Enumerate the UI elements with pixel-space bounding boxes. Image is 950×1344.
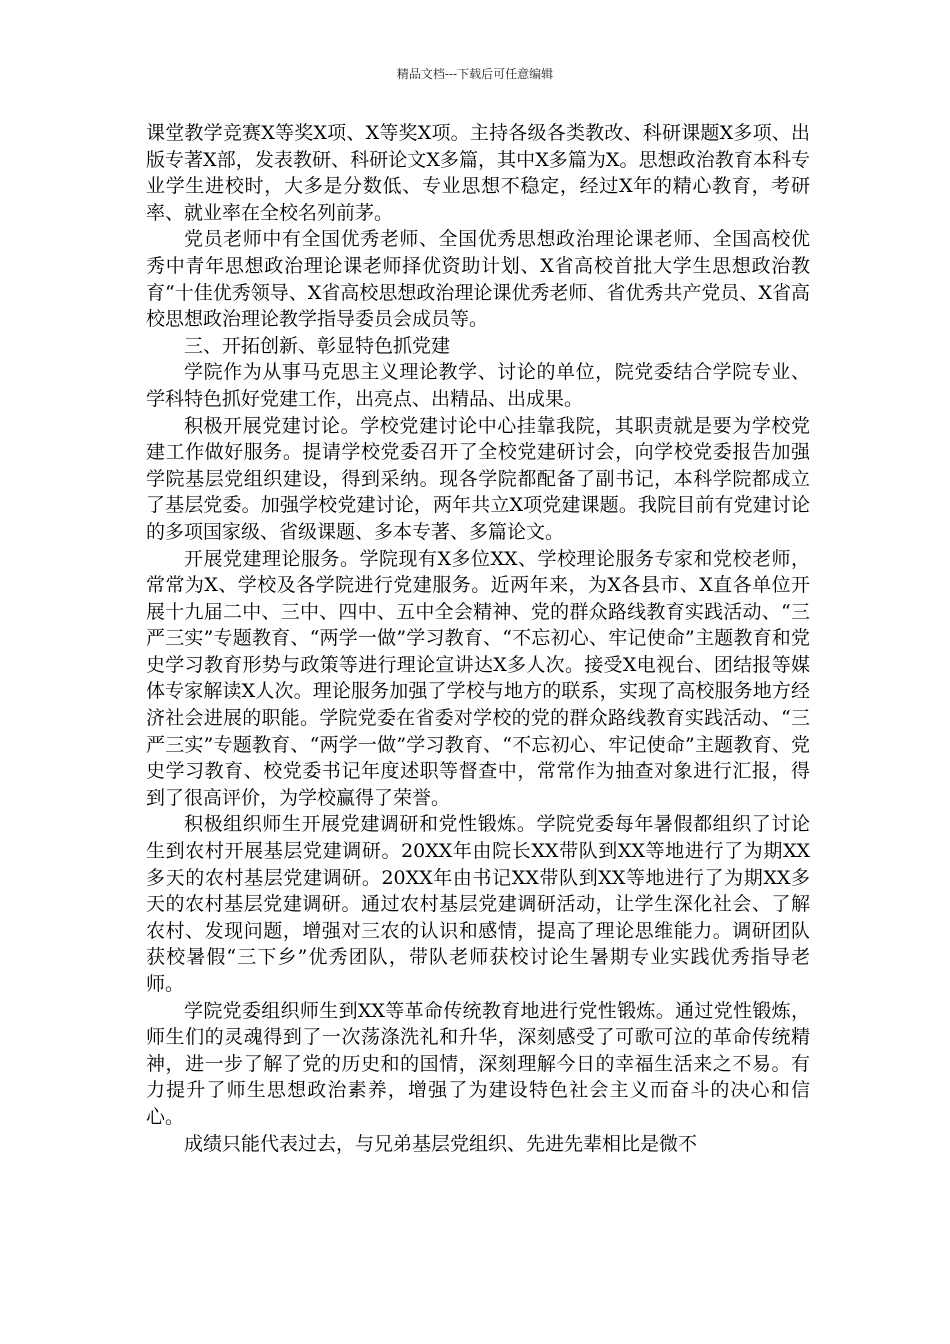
paragraph-5: 积极开展党建讨论。学校党建讨论中心挂靠我院，其职责就是要为学校党建工作做好服务。提请学校党委召开了全校党建研讨会，向学校党委报告加强学院基层党组织建设，得到采纳。现各学院都配备了副书记，本科学院都成立了基层党委。加强学校党建讨论，两年共立X项党建课题。我院目前有党建讨论的多项国家级、省级课题、多本专著、多篇论文。	[146, 414, 810, 543]
section-heading: 三、开拓创新、彰显特色抓党建	[184, 334, 451, 357]
paragraph-2: 党员老师中有全国优秀老师、全国优秀思想政治理论课老师、全国高校优秀中青年思想政治理论课老师择优资助计划、X省高校首批大学生思想政治教育“十佳优秀领导、X省高校思想政治理论课优秀老师、省优秀共产党员、X省高校思想政治理论教学指导委员会成员等。	[146, 228, 810, 331]
paragraph-4: 学院作为从事马克思主义理论教学、讨论的单位，院党委结合学院专业、学科特色抓好党建工作，出亮点、出精品、出成果。	[146, 361, 810, 410]
paragraph-1: 课堂教学竞赛X等奖X项、X等奖X项。主持各级各类教改、科研课题X多项、出版专著X部，发表教研、科研论文X多篇，其中X多篇为X。思想政治教育本科专业学生进校时，大多是分数低、专业思想不稳定，经过X年的精心教育，考研率、就业率在全校名列前茅。	[146, 122, 810, 224]
paragraph-6: 开展党建理论服务。学院现有X多位XX、学校理论服务专家和党校老师，常常为X、学校及各学院进行党建服务。近两年来，为X各县市、X直各单位开展十九届二中、三中、四中、五中全会精神、党的群众路线教育实践活动、“三严三实”专题教育、“两学一做”学习教育、“不忘初心、牢记使命”主题教育和党史学习教育形势与政策等进行理论宣讲达X多人次。接受X电视台、团结报等媒体专家解读X人次。理论服务加强了学校与地方的联系，实现了高校服务地方经济社会进展的职能。学院党委在省委对学校的党的群众路线教育实践活动、“三严三实”专题教育、“两学一做”学习教育、“不忘初心、牢记使命”主题教育、党史学习教育、校党委书记年度述职等督查中，常常作为抽查对象进行汇报，得到了很高评价，为学校赢得了荣誉。	[146, 547, 810, 809]
paragraph-8: 学院党委组织师生到XX等革命传统教育地进行党性锻炼。通过党性锻炼，师生们的灵魂得到了一次荡涤洗礼和升华，深刻感受了可歌可泣的革命传统精神，进一步了解了党的历史和的国情，深刻理解今日的幸福生活来之不易。有力提升了师生思想政治素养，增强了为建设特色社会主义而奋斗的决心和信心。	[146, 999, 810, 1128]
paragraph-7: 积极组织师生开展党建调研和党性锻炼。学院党委每年暑假都组织了讨论生到农村开展基层党建调研。20XX年由院长XX带队到XX等地进行了为期XX多天的农村基层党建调研。20XX年由书记XX带队到XX等地进行了为期XX多天的农村基层党建调研。通过农村基层党建调研活动，让学生深化社会、了解农村、发现问题，增强对三农的认识和感情，提高了理论思维能力。调研团队获校暑假“三下乡”优秀团队，带队老师获校讨论生暑期专业实践优秀指导老师。	[146, 813, 810, 995]
paragraph-9: 成绩只能代表过去，与兄弟基层党组织、先进先辈相比是微不	[184, 1132, 698, 1155]
document-body	[146, 120, 810, 1157]
page-header: 精品文档---下载后可任意编辑	[396, 67, 554, 81]
